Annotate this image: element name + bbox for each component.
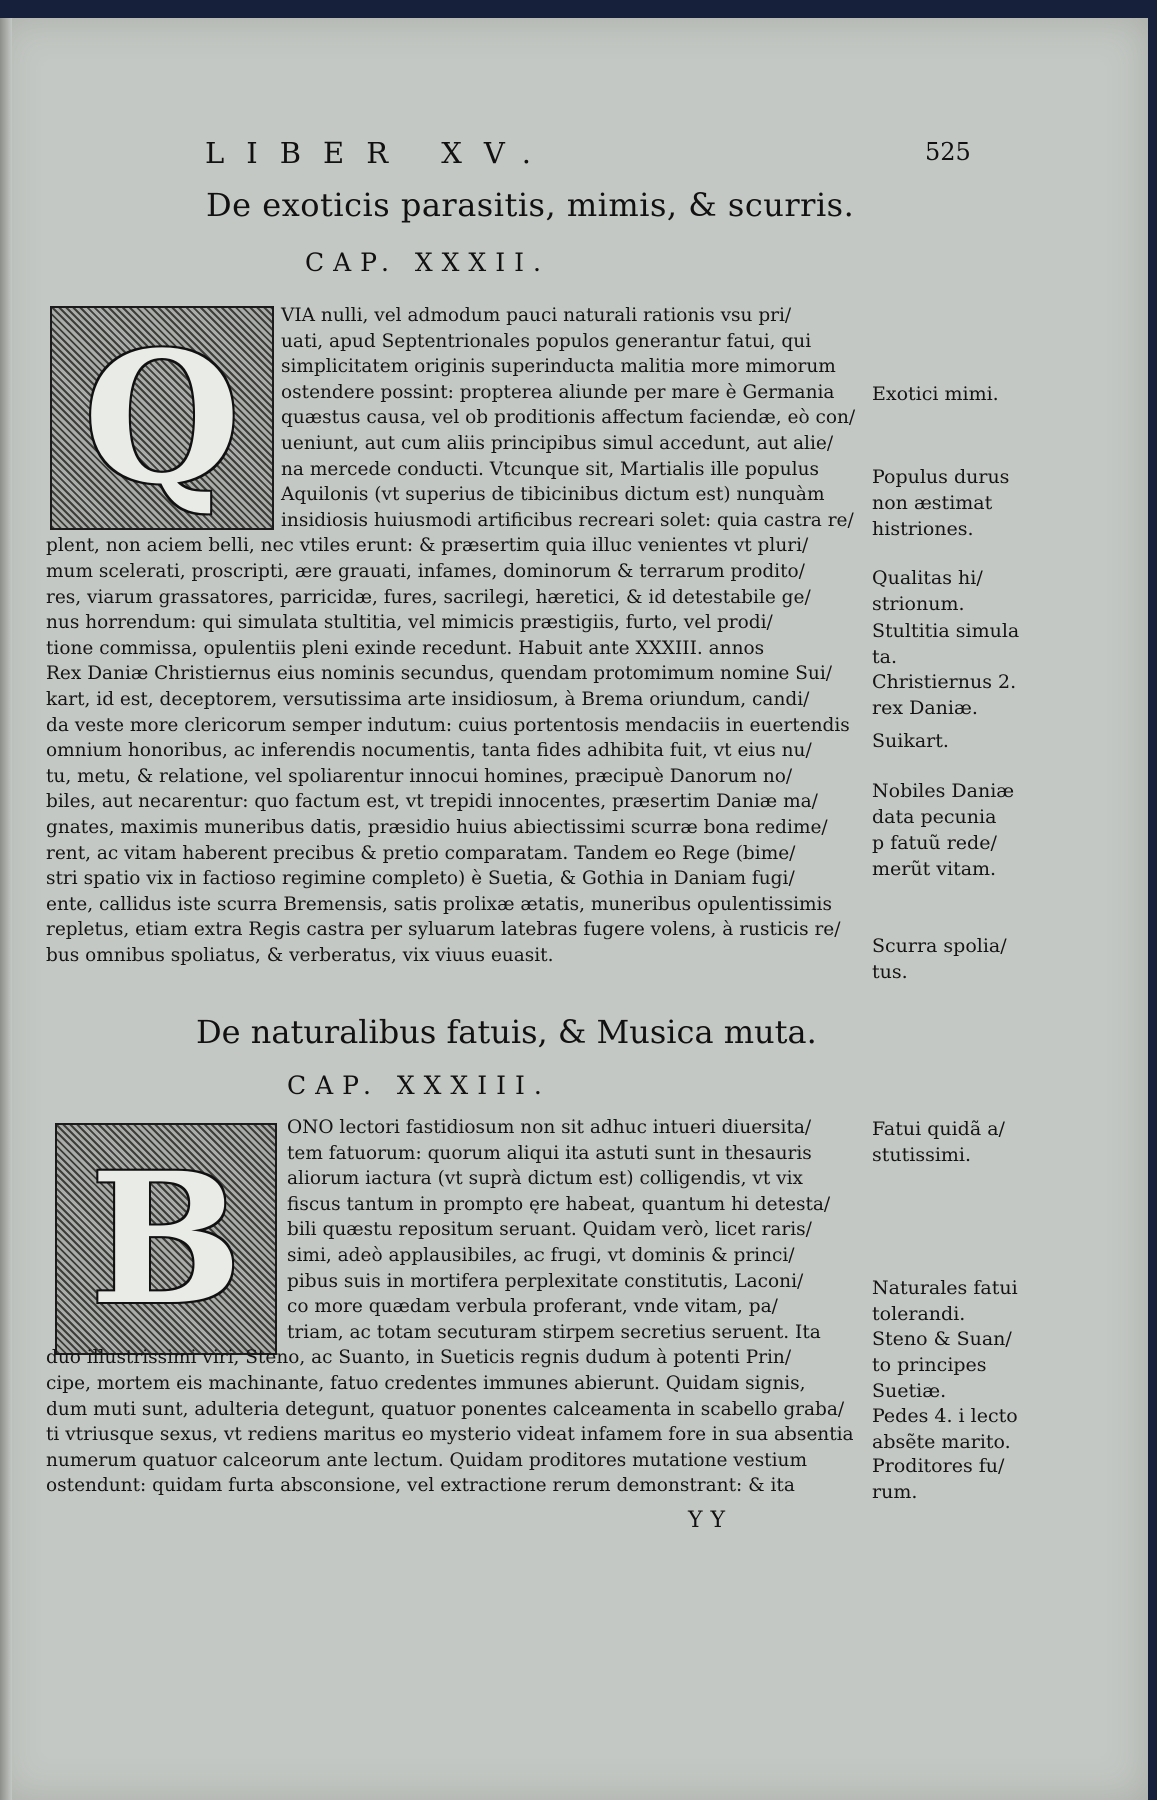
text-line: ONO lectori fastidiosum non sit adhuc intueri diuersita/ (287, 1117, 812, 1138)
text-line: repletus, etiam extra Regis castra per syluarum latebras fugere volens, à rusticis re/ (46, 919, 841, 941)
text-line: stri spatio vix in factioso regimine completo) è Suetia, & Gothia in Daniam fugi/ (46, 868, 795, 890)
page-header (205, 136, 1005, 176)
chapter-1-title: De exoticis parasitis, mimis, & scurris. (206, 186, 855, 224)
page-gutter (0, 18, 12, 1800)
signature-mark: YY (688, 1508, 734, 1533)
text-line: Rex Daniæ Christiernus eius nominis secundus, quendam protomimum nomine Sui/ (46, 663, 832, 685)
margin-note-line: Suikart. (872, 730, 949, 752)
text-line: biles, aut necarentur: quo factum est, vt trepidi innocentes, præsertim Daniæ ma/ (46, 791, 818, 813)
text-line: simplicitatem originis superinducta malitia more mimorum (281, 356, 836, 378)
text-line: simi, adeò applausibiles, ac frugi, vt dominis & princi/ (287, 1245, 795, 1266)
text-line: co more quædam verbula proferant, vnde vitam, pa/ (287, 1296, 778, 1318)
margin-note-line: Exotici mimi. (872, 383, 999, 405)
text-line: insidiosis huiusmodi artificibus recreari solet: quia castra re/ (281, 509, 854, 531)
margin-note-line: Suetiæ. (872, 1380, 947, 1402)
text-line: ti vtriusque sexus, vt rediens maritus eo mysterio videat infamem fore in sua absentia (46, 1424, 854, 1446)
margin-note-line: Stultitia simula (872, 620, 1020, 642)
text-line: res, viarum grassatores, parricidæ, fures, sacrilegi, hæretici, & id detestabile ge/ (46, 586, 811, 608)
text-line: aliorum iactura (vt suprà dictum est) colligendis, vt vix (287, 1168, 803, 1190)
text-line: VIA nulli, vel admodum pauci naturali rationis vsu pri/ (281, 305, 792, 326)
text-line: tione commissa, opulentiis pleni exinde recedunt. Habuit ante XXXIII. annos (46, 637, 765, 659)
chapter-2-number: CAP. XXXIII. (287, 1071, 551, 1100)
margin-note-line: data pecunia (872, 806, 997, 828)
text-line: uati, apud Septentrionales populos generantur fatui, qui (281, 330, 812, 352)
page-number: 525 (925, 138, 971, 166)
text-line: kart, id est, deceptorem, versutissima arte insidiosum, à Brema oriundum, candi/ (46, 689, 810, 710)
margin-note-line: non æstimat (872, 492, 993, 514)
decorated-initial-q (50, 306, 274, 530)
text-line: ueniunt, aut cum aliis principibus simul accedunt, aut alie/ (281, 433, 834, 454)
margin-note-line: histriones. (872, 518, 974, 540)
text-line: duo illustrissimi viri, Steno, ac Suanto, in Sueticis regnis dudum à potenti Prin/ (46, 1347, 792, 1369)
running-title: LIBER XV. (205, 136, 553, 170)
text-line: tu, metu, & relatione, vel spoliarentur innocui homines, præcipuè Danorum no/ (46, 765, 793, 787)
margin-note-line: rex Daniæ. (872, 697, 978, 719)
initial-letter: B (89, 1133, 243, 1345)
text-line: plent, non aciem belli, nec vtiles erunt: & præsertim quia illuc venientes vt pluri/ (46, 535, 809, 557)
margin-note-line: stutissimi. (872, 1144, 972, 1166)
decorated-initial-b (55, 1123, 277, 1355)
margin-note-line: tus. (872, 961, 908, 983)
text-line: gnates, maximis muneribus datis, præsidio huius abiectissimi scurræ bona redime/ (46, 817, 828, 838)
text-line: pibus suis in mortifera perplexitate constitutis, Laconi/ (287, 1270, 804, 1292)
margin-note-line: Proditores fu/ (872, 1455, 1005, 1477)
initial-letter: Q (83, 312, 241, 524)
text-line: omnium honoribus, ac inferendis nocumentis, tanta fides adhibita fuit, vt eius nu/ (46, 740, 812, 762)
text-line: dum muti sunt, adulteria detegunt, quatuor ponentes calceamenta in scabello graba/ (46, 1398, 845, 1420)
margin-note-line: Steno & Suan/ (872, 1328, 1012, 1350)
text-line: ostendunt: quidam furta absconsione, vel extractione rerum demonstrant: & ita (46, 1475, 795, 1497)
text-line: quæstus causa, vel ob proditionis affectum faciendæ, eò con/ (281, 407, 856, 429)
margin-note-line: strionum. (872, 593, 965, 615)
margin-note-line: p fatuũ rede/ (872, 832, 997, 854)
text-line: Aquilonis (vt superius de tibicinibus dictum est) nunquàm (281, 484, 825, 506)
margin-note-line: ta. (872, 646, 898, 668)
text-line: rent, ac vitam haberent precibus & pretio comparatam. Tandem eo Rege (bime/ (46, 842, 796, 864)
margin-note-line: merũt vitam. (872, 858, 997, 880)
chapter-2-title: De naturalibus fatuis, & Musica muta. (196, 1013, 817, 1051)
text-line: numerum quatuor calceorum ante lectum. Quidam proditores mutatione vestium (46, 1449, 807, 1471)
text-line: bili quæstu repositum seruant. Quidam verò, licet raris/ (287, 1219, 812, 1241)
margin-note-line: Naturales fatui (872, 1277, 1018, 1299)
text-line: ostendere possint: propterea aliunde per mare è Germania (281, 381, 835, 403)
margin-note-line: Christiernus 2. (872, 671, 1017, 693)
text-line: bus omnibus spoliatus, & verberatus, vix viuus euasit. (46, 945, 554, 966)
chapter-1-number: CAP. XXXII. (305, 248, 550, 277)
text-line: fiscus tantum in prompto ęre habeat, quantum hi detesta/ (287, 1193, 831, 1215)
text-line: tem fatuorum: quorum aliqui ita astuti sunt in thesauris (287, 1142, 812, 1164)
margin-note-line: tolerandi. (872, 1303, 966, 1325)
text-line: nus horrendum: qui simulata stultitia, vel mimicis præstigiis, furto, vel prodi/ (46, 612, 773, 634)
margin-note-line: Nobiles Daniæ (872, 780, 1015, 802)
margin-note-line: Qualitas hi/ (872, 567, 983, 589)
margin-note-line: Fatui quidã a/ (872, 1118, 1005, 1140)
text-line: ente, callidus iste scurra Bremensis, satis prolixæ ætatis, muneribus opulentissimis (46, 893, 832, 915)
margin-note-line: Scurra spolia/ (872, 935, 1007, 957)
text-line: da veste more clericorum semper indutum: cuius portentosis mendaciis in euertendis (46, 714, 850, 736)
text-line: mum scelerati, proscripti, ære grauati, infames, dominorum & terrarum prodito/ (46, 561, 805, 582)
margin-note-line: absẽte marito. (872, 1431, 1011, 1453)
text-line: cipe, mortem eis machinante, fatuo credentes immunes abierunt. Quidam signis, (46, 1373, 806, 1394)
text-line: triam, ac totam secuturam stirpem secretius seruent. Ita (287, 1321, 821, 1343)
margin-note-line: Populus durus (872, 466, 1010, 488)
margin-note-line: Pedes 4. i lecto (872, 1405, 1018, 1427)
text-line: na mercede conducti. Vtcunque sit, Martialis ille populus (281, 458, 820, 480)
margin-note-line: to principes (872, 1354, 987, 1376)
margin-note-line: rum. (872, 1481, 918, 1503)
